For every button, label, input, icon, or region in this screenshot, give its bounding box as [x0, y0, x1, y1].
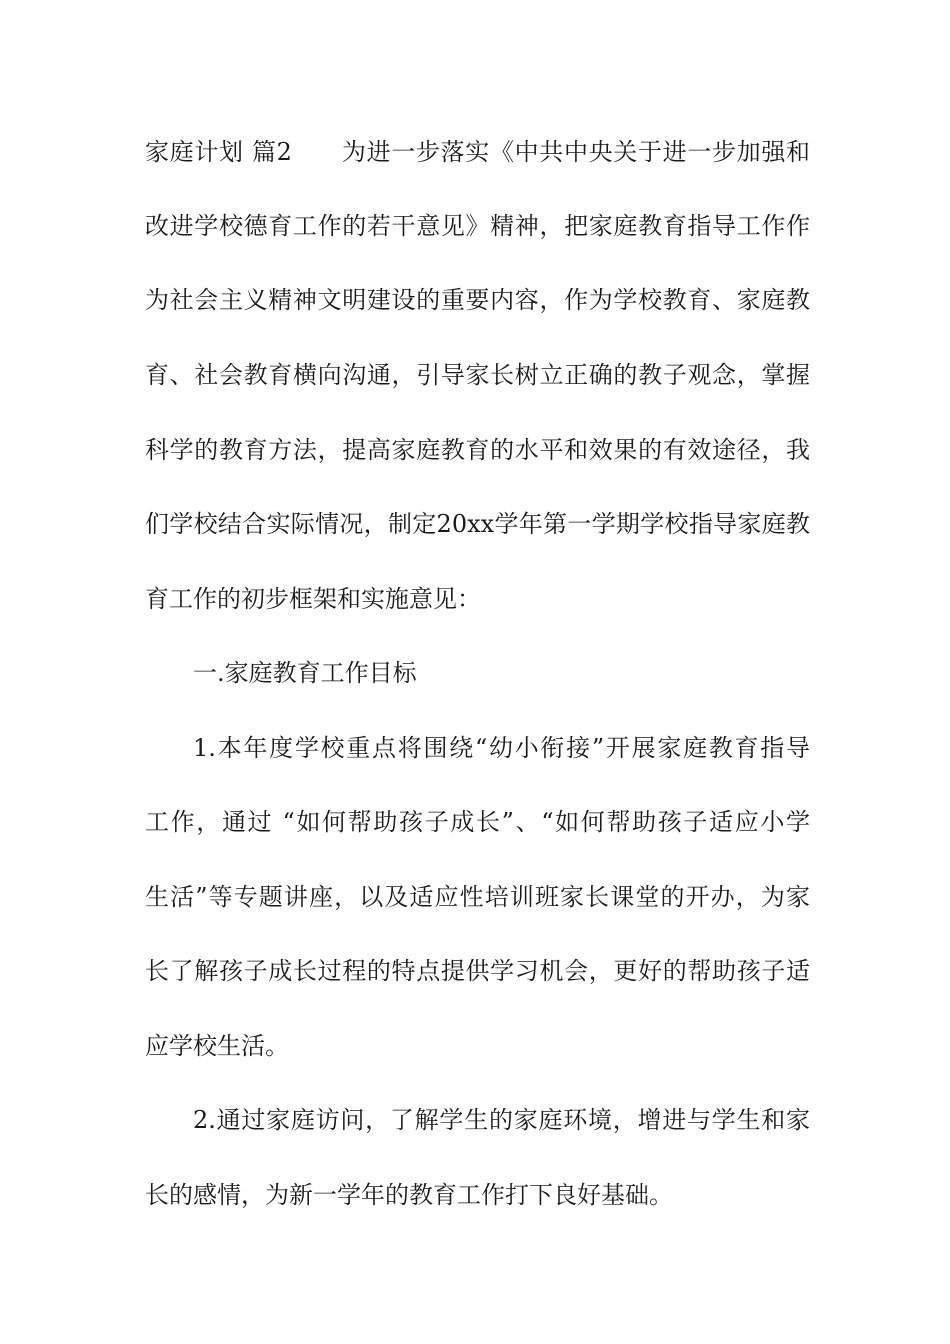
paragraph-line: 1.本年度学校重点将围绕“幼小衔接”开展家庭教育指导: [193, 734, 810, 762]
paragraph-line: 长的感情，为新一学年的教育工作打下良好基础。: [145, 1181, 673, 1209]
paragraph-line: 为社会主义精神文明建设的重要内容，作为学校教育、家庭教: [145, 286, 810, 314]
paragraph-line: 长了解孩子成长过程的特点提供学习机会，更好的帮助孩子适: [145, 957, 810, 985]
paragraph-line: 工作，通过 “如何帮助孩子成长”、“如何帮助孩子适应小学: [145, 808, 810, 836]
paragraph-line: 育工作的初步框架和实施意见：: [145, 585, 481, 613]
paragraph-line: 家庭计划 篇2 为进一步落实《中共中央关于进一步加强和: [145, 138, 810, 166]
paragraph-line: 们学校结合实际情况，制定20xx学年第一学期学校指导家庭教: [145, 510, 810, 538]
paragraph-line: 2.通过家庭访问，了解学生的家庭环境，增进与学生和家: [193, 1106, 810, 1134]
paragraph-line: 应学校生活。: [145, 1032, 289, 1060]
section-heading: 一.家庭教育工作目标: [193, 659, 417, 687]
paragraph-line: 育、社会教育横向沟通，引导家长树立正确的教子观念，掌握: [145, 361, 810, 389]
paragraph-line: 生活”等专题讲座，以及适应性培训班家长课堂的开办，为家: [145, 883, 810, 911]
paragraph-line: 改进学校德育工作的若干意见》精神，把家庭教育指导工作作: [145, 212, 810, 240]
paragraph-line: 科学的教育方法，提高家庭教育的水平和效果的有效途径，我: [145, 436, 810, 464]
